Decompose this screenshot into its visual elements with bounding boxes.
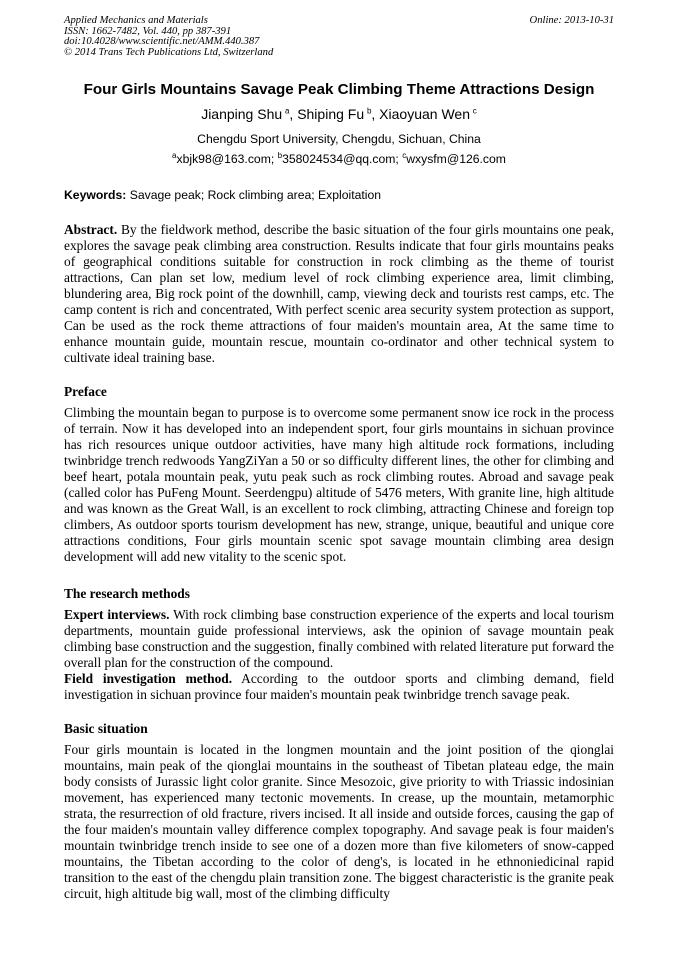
author-name: Jianping Shu bbox=[201, 106, 283, 122]
section-heading-basic-situation: Basic situation bbox=[64, 721, 148, 736]
email-address: xbjk98@163.com; bbox=[176, 152, 278, 166]
abstract bbox=[64, 222, 614, 366]
field-investigation-text: According to the outdoor sports and climbing demand, field investigation in sichuan province four maiden's mountain peak twinbridge trench savage peak. bbox=[64, 671, 614, 702]
paper-title: Four Girls Mountains Savage Peak Climbing Theme Attractions Design bbox=[83, 81, 595, 98]
keywords bbox=[64, 187, 614, 203]
issn-line: ISSN: 1662-7482, Vol. 440, pp 387-391 bbox=[64, 25, 232, 37]
author-list bbox=[0, 104, 678, 124]
affiliation: Chengdu Sport University, Chengdu, Sichuan, China bbox=[197, 132, 481, 146]
expert-interviews-label: Expert interviews. bbox=[64, 607, 170, 622]
expert-interviews-text: With rock climbing base construction experience of the experts and local tourism departments, mountain guide professional interviews, ask the opinion of savage mountain peak climbing base construction and the suggestion, finally combined with related literature put forward the overall plan for the construction of the compound. bbox=[64, 607, 614, 670]
author-affil-mark: a bbox=[284, 106, 290, 116]
email-mark: c bbox=[402, 150, 407, 160]
email-mark: b bbox=[277, 150, 283, 160]
author-affil-mark: b bbox=[366, 106, 372, 116]
basic-situation-paragraph: Four girls mountain is located in the longmen mountain and the joint position of the qionglai mountains, main peak of the qionglai mountains in the southeast of Tibetan plateau edge, the main body consists of Jurassic light color granite. Since Mesozoic, give priority to with Triassic indosinian movement, has experienced many tectonic movements. In crease, up the mountain, metamorphic strata, the resurrection of old fracture, rivers incised. It all inside and outside forces, causing the gap of the four maiden's mountain valley difference complex topography. And savage peak is four maiden's mountain twinbridge trench inside to see one of a dozen more than five kilometers of snow-capped mountains, the Tibetan according to the color of deng's, is located in he ethnoniedicinal rapid transition to the east of the chengdu plain transition zone. The biggest characteristic is the granite peak circuit, high altitude big wall, most of the climbing difficulty bbox=[64, 742, 614, 901]
keywords-label: Keywords: bbox=[64, 188, 127, 202]
author-name: Xiaoyuan Wen bbox=[379, 106, 470, 122]
email-address: wxysfm@126.com bbox=[406, 152, 506, 166]
email-mark: a bbox=[172, 150, 177, 160]
preface-paragraph: Climbing the mountain began to purpose is to overcome some permanent snow ice rock in the process of terrain. Now it has developed into an independent sport, four girls mountains in sichuan province has rich resources unique outdoor activities, have many high altitude rock formations, including twinbridge trench redwoods YangZiYan a 50 or so difficulty different lines, the other for climbing and beef heart, potala mountain peak, yutu peak such as rock climbing routes. Abroad and savage peak (called color has PuFeng Mount. Seerdengpu) altitude of 5476 meters, With granite line, high altitude and was known as the Great Wall, is an excellent to rock climbing, attracting Chinese and foreign top climbers, As outdoor sports tourism development has new, strange, unique, beautiful and unique core attractions conditions, Four girls mountain scenic spot savage mountain climbing area design development will add new vitality to the scenic spot. bbox=[64, 405, 614, 564]
abstract-label: Abstract. bbox=[64, 222, 118, 237]
author-affil-mark: c bbox=[472, 106, 477, 116]
online-date: Online: 2013-10-31 bbox=[529, 15, 614, 26]
abstract-text: By the fieldwork method, describe the basic situation of the four girls mountains one peak, explores the savage peak climbing area construction. Results indicate that four girls mountains peaks of geographical conditions suitable for construction in rock climbing as the theme of tourist attractions, Can plan set low, medium level of rock climbing experience area, limit climbing, blundering area, Big rock point of the downhill, camp, viewing deck and tourists rest camps, etc. The camp content is rich and concentrated, With perfect scenic area security system protection as support, Can be used as the rock theme attractions of four maiden's mountain area, At the same time to enhance mountain guide, mountain rescue, mountain co-ordinator and other technical system to cultivate ideal training base. bbox=[64, 222, 614, 365]
field-investigation-label: Field investigation method. bbox=[64, 671, 233, 686]
keywords-text: Savage peak; Rock climbing area; Exploitation bbox=[126, 188, 382, 202]
section-heading-methods: The research methods bbox=[64, 586, 190, 601]
field-investigation-paragraph bbox=[64, 671, 614, 703]
copyright-line: © 2014 Trans Tech Publications Ltd, Switzerland bbox=[64, 46, 274, 58]
journal-header bbox=[64, 16, 614, 58]
author-separator: , bbox=[371, 106, 380, 122]
email-address: 358024534@qq.com; bbox=[282, 152, 403, 166]
author-separator: , bbox=[289, 106, 298, 122]
author-name: Shiping Fu bbox=[297, 106, 365, 122]
author-emails bbox=[0, 151, 678, 167]
expert-interviews-paragraph bbox=[64, 607, 614, 671]
doi-line: doi:10.4028/www.scientific.net/AMM.440.387 bbox=[64, 36, 260, 48]
journal-name: Applied Mechanics and Materials bbox=[64, 15, 208, 26]
section-heading-preface: Preface bbox=[64, 384, 107, 399]
